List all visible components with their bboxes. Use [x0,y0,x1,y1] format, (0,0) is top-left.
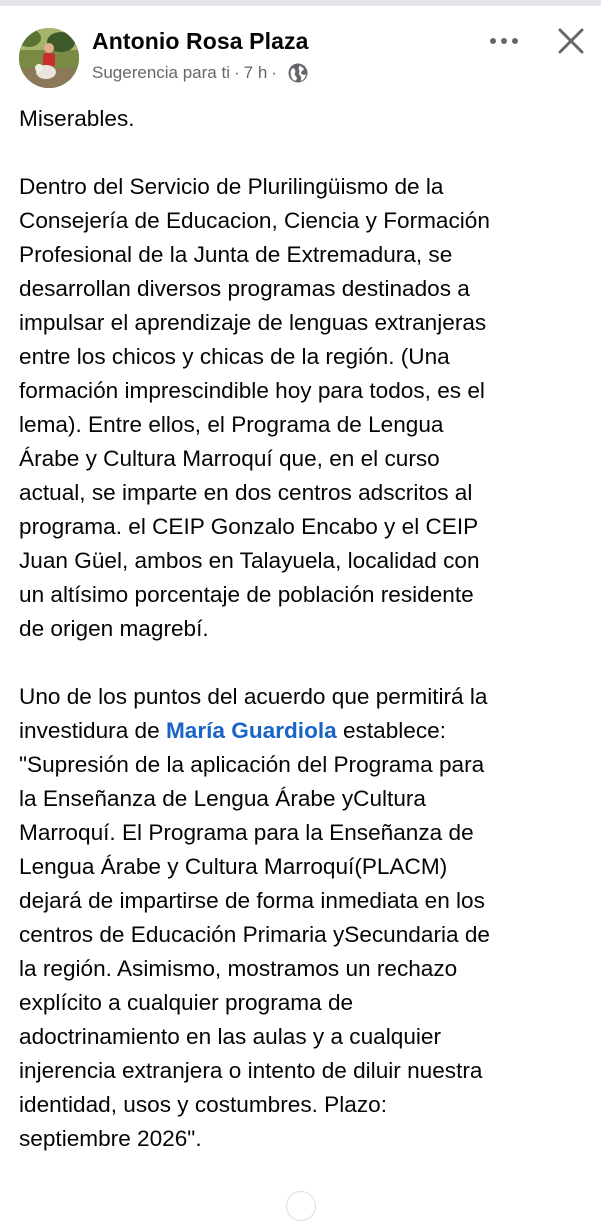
post-text-line: "Supresión de la aplicación del Programa para [19,752,485,777]
post-text-line: desarrollan diversos programas destinados a [19,276,470,301]
more-options-button[interactable] [484,26,524,56]
post-text-line: Profesional de la Junta de Extremadura, se [19,242,453,267]
suggestion-label: Sugerencia para ti [92,63,230,82]
post-paragraph-2 [19,170,584,646]
post-text-line: entre los chicos y chicas de la región. (Una [19,344,450,369]
post-paragraph-1 [19,102,584,136]
mention-suffix: establece: [336,718,446,743]
post-text-line: Árabe y Cultura Marroquí que, en el curso [19,446,440,471]
post-header [0,6,601,96]
post-text-line: identidad, usos y costumbres. Plazo: [19,1092,387,1117]
mention-link-maria-guardiola[interactable]: María Guardiola [165,718,337,743]
post-time[interactable]: 7 h [243,63,268,82]
close-button[interactable] [551,24,591,58]
post-text-line: un altísimo porcentaje de población residente [19,582,474,607]
post-text-line: dejará de impartirse de forma inmediata en los [19,888,485,913]
post-text-line: Uno de los puntos del acuerdo que permitirá la [19,684,488,709]
post-text-line: Consejería de Educacion, Ciencia y Formación [19,208,490,233]
post-text-line: actual, se imparte en dos centros adscritos al [19,480,473,505]
post-text-line: formación imprescindible hoy para todos, es el [19,378,485,403]
more-options-icon [489,37,519,45]
post-text-line: la Enseñanza de Lengua Árabe yCultura [19,786,426,811]
post-text-line: adoctrinamiento en las aulas y a cualquier [19,1024,442,1049]
post-text-line: centros de Educación Primaria ySecundaria de [19,922,490,947]
avatar[interactable] [19,28,79,88]
post-text-line: Miserables. [19,106,135,131]
avatar-image [19,28,79,88]
post-body [19,102,584,1190]
post-paragraph-3 [19,680,584,1156]
post-text-line: septiembre 2026". [19,1126,202,1151]
post-text-line: injerencia extranjera o intento de diluir nuestra [19,1058,483,1083]
post-text-line: programa. el CEIP Gonzalo Encabo y el CEIP [19,514,479,539]
meta-separator-2: · [271,63,277,82]
reaction-icon-partial[interactable] [286,1191,316,1221]
post-text-line: de origen magrebí. [19,616,209,641]
close-icon [558,28,584,54]
author-name[interactable]: Antonio Rosa Plaza [92,28,309,54]
post-text-line: Marroquí. El Programa para la Enseñanza de [19,820,474,845]
post-text-line: impulsar el aprendizaje de lenguas extranjeras [19,310,487,335]
post-text-line: Juan Güel, ambos en Talayuela, localidad con [19,548,480,573]
post-text-line: lema). Entre ellos, el Programa de Lengua [19,412,444,437]
globe-icon[interactable] [287,62,309,84]
post-text-line: Dentro del Servicio de Plurilingüismo de la [19,174,444,199]
post-text-line: la región. Asimismo, mostramos un rechazo [19,956,458,981]
post-text-line: explícito a cualquier programa de [19,990,354,1015]
meta-separator: · [233,63,240,82]
post-text-line-with-mention [19,714,584,748]
post-text-line: Lengua Árabe y Cultura Marroquí(PLACM) [19,854,448,879]
post-meta [92,62,309,84]
mention-prefix: investidura de [19,718,166,743]
